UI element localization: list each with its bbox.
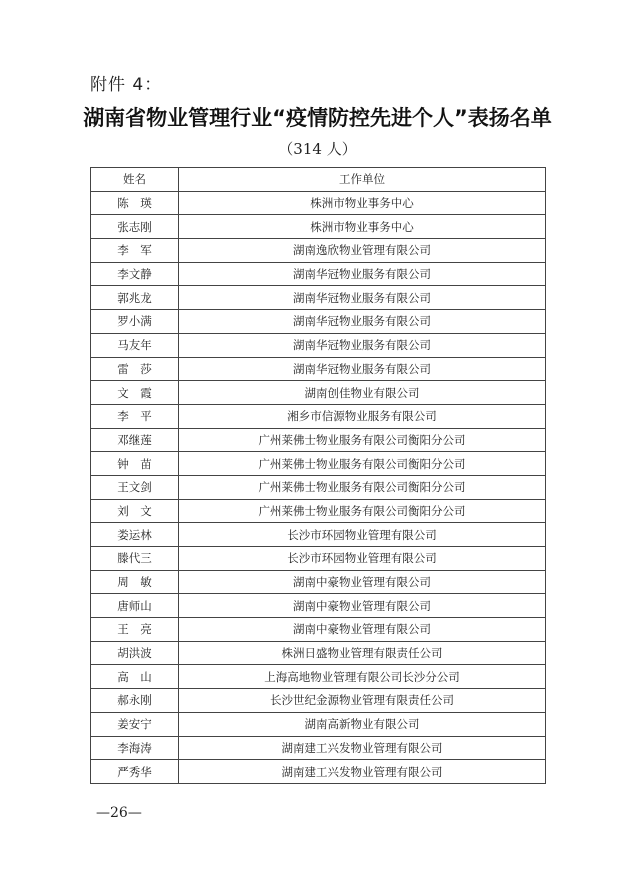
person-count: （314 人） [278, 140, 357, 158]
person-name: 陈 瑛 [91, 191, 179, 215]
page-title: 湖南省物业管理行业“疫情防控先进个人”表扬名单 [83, 106, 552, 130]
person-name: 胡洪波 [91, 641, 179, 665]
table-row [91, 357, 546, 381]
commendation-table [90, 167, 546, 784]
table-row [91, 499, 546, 523]
person-name: 高 山 [91, 665, 179, 689]
table-row [91, 641, 546, 665]
table-row [91, 689, 546, 713]
table-row [91, 618, 546, 642]
table-row [91, 215, 546, 239]
work-unit: 湖南建工兴发物业管理有限公司 [179, 736, 546, 760]
column-header-name: 姓名 [91, 168, 179, 192]
work-unit: 株洲市物业事务中心 [179, 215, 546, 239]
person-name: 郝永刚 [91, 689, 179, 713]
table-row [91, 239, 546, 263]
work-unit: 湖南华冠物业服务有限公司 [179, 357, 546, 381]
person-name: 娄运林 [91, 523, 179, 547]
table-row [91, 191, 546, 215]
table-body [91, 191, 546, 783]
person-name: 罗小满 [91, 310, 179, 334]
work-unit: 株洲日盛物业管理有限责任公司 [179, 641, 546, 665]
work-unit: 湖南华冠物业服务有限公司 [179, 310, 546, 334]
person-name: 刘 文 [91, 499, 179, 523]
person-name: 姜安宁 [91, 712, 179, 736]
work-unit: 湖南华冠物业服务有限公司 [179, 262, 546, 286]
table-row [91, 665, 546, 689]
work-unit: 湖南创佳物业有限公司 [179, 381, 546, 405]
table-row [91, 310, 546, 334]
table-row [91, 475, 546, 499]
table-row [91, 262, 546, 286]
table-row [91, 523, 546, 547]
person-name: 李海涛 [91, 736, 179, 760]
table-row [91, 712, 546, 736]
column-header-unit: 工作单位 [179, 168, 546, 192]
person-name: 雷 莎 [91, 357, 179, 381]
table-row [91, 594, 546, 618]
person-name: 马友年 [91, 333, 179, 357]
person-name: 王 亮 [91, 618, 179, 642]
table-row [91, 381, 546, 405]
work-unit: 上海高地物业管理有限公司长沙分公司 [179, 665, 546, 689]
work-unit: 湖南中豪物业管理有限公司 [179, 618, 546, 642]
work-unit: 湖南中豪物业管理有限公司 [179, 570, 546, 594]
work-unit: 长沙世纪金源物业管理有限责任公司 [179, 689, 546, 713]
table-row [91, 286, 546, 310]
work-unit: 广州莱佛士物业服务有限公司衡阳分公司 [179, 475, 546, 499]
person-name: 王文剑 [91, 475, 179, 499]
table-row [91, 428, 546, 452]
attachment-label: 附件 4： [90, 75, 163, 95]
person-name: 邓继莲 [91, 428, 179, 452]
work-unit: 湖南逸欣物业管理有限公司 [179, 239, 546, 263]
work-unit: 长沙市环园物业管理有限公司 [179, 523, 546, 547]
person-name: 李文静 [91, 262, 179, 286]
table-row [91, 404, 546, 428]
work-unit: 湖南建工兴发物业管理有限公司 [179, 760, 546, 784]
table-header-row [91, 168, 546, 192]
person-name: 李 平 [91, 404, 179, 428]
work-unit: 湖南华冠物业服务有限公司 [179, 286, 546, 310]
person-name: 滕代三 [91, 547, 179, 571]
person-name: 文 霞 [91, 381, 179, 405]
work-unit: 广州莱佛士物业服务有限公司衡阳分公司 [179, 499, 546, 523]
person-name: 钟 苗 [91, 452, 179, 476]
person-name: 张志刚 [91, 215, 179, 239]
person-name: 周 敏 [91, 570, 179, 594]
table-row [91, 570, 546, 594]
work-unit: 长沙市环园物业管理有限公司 [179, 547, 546, 571]
table-row [91, 547, 546, 571]
page-number: —26— [96, 805, 142, 821]
person-name: 严秀华 [91, 760, 179, 784]
table-row [91, 760, 546, 784]
person-name: 唐师山 [91, 594, 179, 618]
work-unit: 湖南中豪物业管理有限公司 [179, 594, 546, 618]
work-unit: 株洲市物业事务中心 [179, 191, 546, 215]
table-row [91, 736, 546, 760]
work-unit: 湘乡市信源物业服务有限公司 [179, 404, 546, 428]
person-name: 李 军 [91, 239, 179, 263]
work-unit: 湖南高新物业有限公司 [179, 712, 546, 736]
work-unit: 广州莱佛士物业服务有限公司衡阳分公司 [179, 452, 546, 476]
table-row [91, 333, 546, 357]
person-name: 郭兆龙 [91, 286, 179, 310]
table-row [91, 452, 546, 476]
work-unit: 湖南华冠物业服务有限公司 [179, 333, 546, 357]
work-unit: 广州莱佛士物业服务有限公司衡阳分公司 [179, 428, 546, 452]
